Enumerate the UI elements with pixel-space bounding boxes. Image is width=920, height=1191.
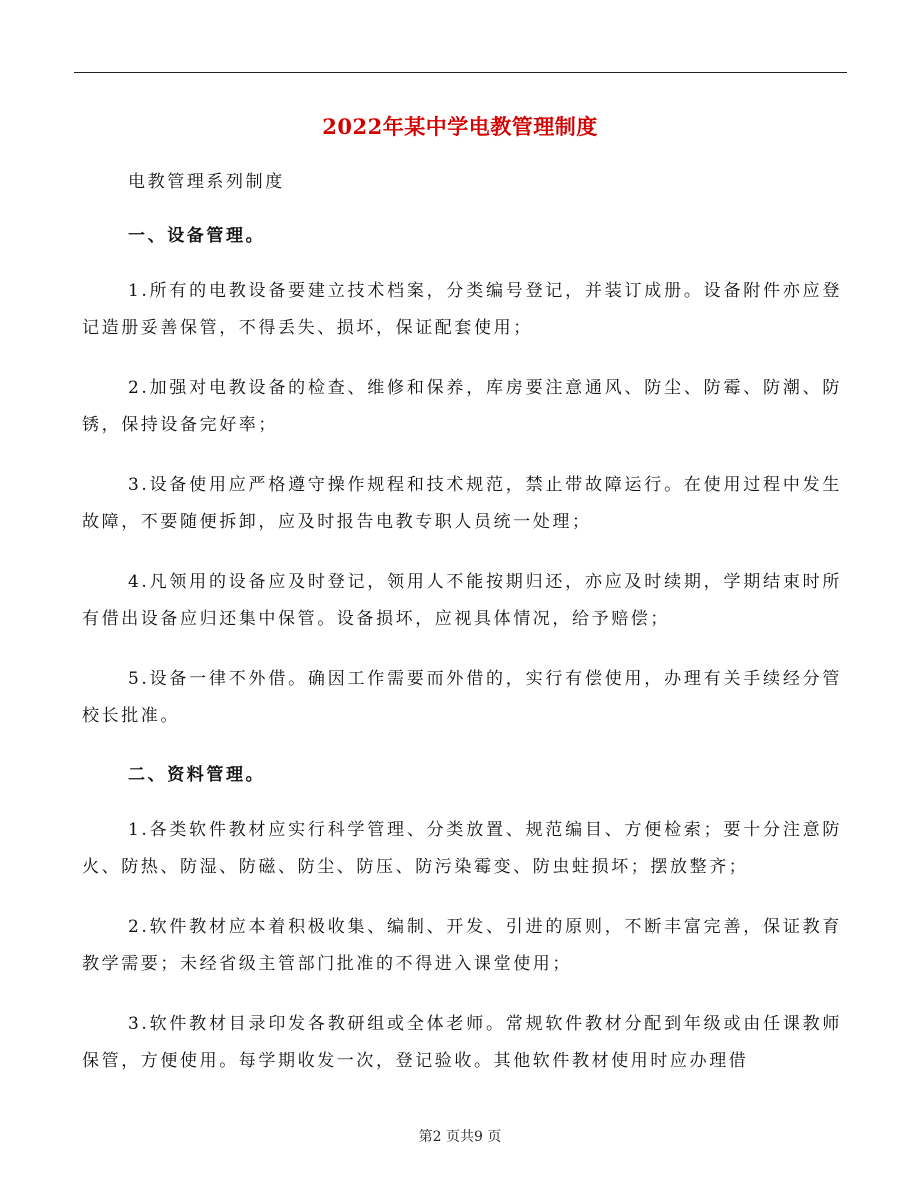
materials-item-2: 2.软件教材应本着积极收集、编制、开发、引进的原则，不断丰富完善，保证教育教学需要；未经省级主管部门批准的不得进入课堂使用； <box>82 917 842 974</box>
page-number-footer: 第2 页共9 页 <box>418 1129 502 1145</box>
header-rule <box>74 72 847 73</box>
materials-item-1: 1.各类软件教材应实行科学管理、分类放置、规范编目、方便检索；要十分注意防火、防热、防湿、防磁、防尘、防压、防污染霉变、防虫蛀损坏；摆放整齐； <box>82 820 842 877</box>
document-subtitle: 电教管理系列制度 <box>128 172 285 192</box>
document-title: 2022年某中学电教管理制度 <box>322 114 598 139</box>
equipment-item-4: 4.凡领用的设备应及时登记，领用人不能按期归还，亦应及时续期，学期结束时所有借出设备应归还集中保管。设备损坏，应视具体情况，给予赔偿； <box>82 572 842 629</box>
materials-item-3: 3.软件教材目录印发各教研组或全体老师。常规软件教材分配到年级或由任课教师保管，方便使用。每学期收发一次，登记验收。其他软件教材使用时应办理借 <box>82 1014 842 1071</box>
equipment-item-2: 2.加强对电教设备的检查、维修和保养，库房要注意通风、防尘、防霉、防潮、防锈，保持设备完好率； <box>82 378 842 435</box>
equipment-item-5: 5.设备一律不外借。确因工作需要而外借的，实行有偿使用，办理有关手续经分管校长批准。 <box>82 669 842 726</box>
equipment-item-1: 1.所有的电教设备要建立技术档案，分类编号登记，并装订成册。设备附件亦应登记造册妥善保管，不得丢失、损坏，保证配套使用； <box>82 281 842 338</box>
document-body <box>82 168 842 1080</box>
equipment-item-3: 3.设备使用应严格遵守操作规程和技术规范，禁止带故障运行。在使用过程中发生故障，不要随便拆卸，应及时报告电教专职人员统一处理； <box>82 475 842 532</box>
section-heading-equipment: 一、设备管理。 <box>128 226 266 246</box>
section-heading-materials: 二、资料管理。 <box>128 765 266 785</box>
